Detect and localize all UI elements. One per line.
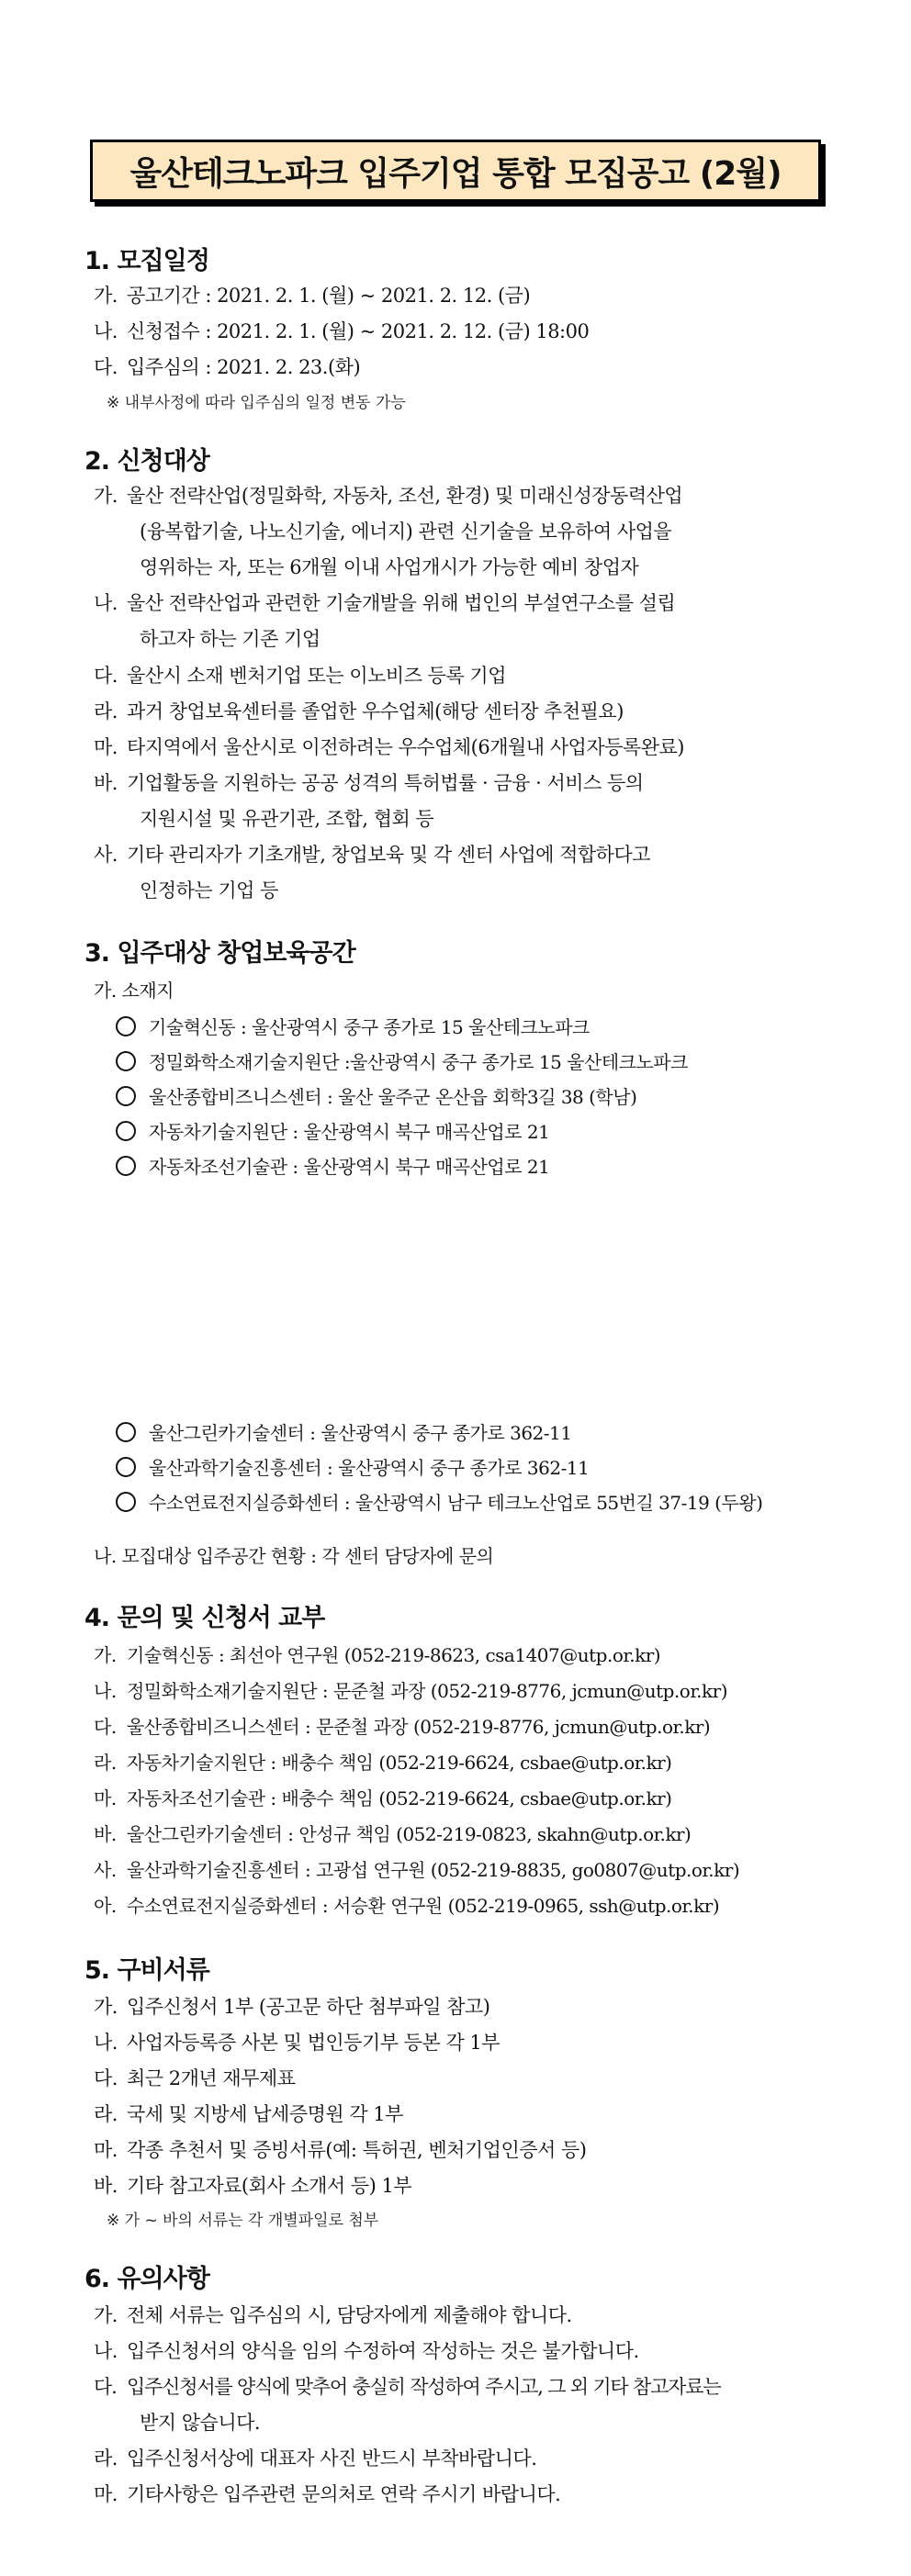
circle-bullet-icon: [116, 1457, 136, 1477]
location-item: 자동차조선기술관 : 울산광역시 북구 매곡산업로 21: [116, 1152, 549, 1179]
list-item: 가. 입주신청서 1부 (공고문 하단 첨부파일 참고): [94, 1996, 490, 2018]
circle-bullet-icon: [116, 1156, 136, 1176]
note: ※ 내부사정에 따라 입주심의 일정 변동 가능: [107, 394, 406, 412]
contact-item: 나. 정밀화학소재기술지원단 : 문준철 과장 (052-219-8776, jcmun@utp.or.kr): [94, 1680, 728, 1702]
list-item: 가. 울산 전략산업(정밀화학, 자동차, 조선, 환경) 및 미래신성장동력산업: [94, 485, 683, 507]
list-item-cont: (융복합기술, 나노신기술, 에너지) 관련 신기술을 보유하여 사업을: [140, 521, 672, 543]
list-item: 나. 사업자등록증 사본 및 법인등기부 등본 각 1부: [94, 2032, 500, 2054]
page-title: 울산테크노파크 입주기업 통합 모집공고 (2월): [129, 154, 782, 193]
list-item: 나. 신청접수 : 2021. 2. 1. (월) ~ 2021. 2. 12. (금) 18:00: [94, 320, 590, 342]
list-item: 가. 공고기간 : 2021. 2. 1. (월) ~ 2021. 2. 12. (금): [94, 285, 531, 307]
title-box: [90, 140, 821, 202]
sub-heading: 나. 모집대상 입주공간 현황 : 각 센터 담당자에 문의: [94, 1545, 494, 1567]
circle-bullet-icon: [116, 1086, 136, 1106]
section-2-heading: 2. 신청대상: [84, 447, 209, 476]
location-item: 울산그린카기술센터 : 울산광역시 중구 종가로 362-11: [116, 1418, 572, 1445]
circle-bullet-icon: [116, 1422, 136, 1442]
section-1-heading: 1. 모집일정: [84, 247, 209, 275]
circle-bullet-icon: [116, 1121, 136, 1141]
list-item: 나. 울산 전략산업과 관련한 기술개발을 위해 법인의 부설연구소를 설립: [94, 592, 676, 614]
location-item: 기술혁신동 : 울산광역시 중구 종가로 15 울산테크노파크: [116, 1013, 590, 1039]
list-item-cont: 하고자 하는 기존 기업: [140, 628, 321, 650]
contact-item: 다. 울산종합비즈니스센터 : 문준철 과장 (052-219-8776, jcmun@utp.or.kr): [94, 1716, 711, 1738]
list-item: 바. 기업활동을 지원하는 공공 성격의 특허법률 · 금융 · 서비스 등의: [94, 772, 644, 794]
location-item: 정밀화학소재기술지원단 :울산광역시 중구 종가로 15 울산테크노파크: [116, 1047, 688, 1074]
list-item: 마. 각종 추천서 및 증빙서류(예: 특허권, 벤처기업인증서 등): [94, 2139, 587, 2161]
contact-item: 사. 울산과학기술진흥센터 : 고광섭 연구원 (052-219-8835, go0807@utp.or.kr): [94, 1859, 740, 1881]
list-item: 마. 기타사항은 입주관련 문의처로 연락 주시기 바랍니다.: [94, 2483, 561, 2505]
list-item: 가. 전체 서류는 입주심의 시, 담당자에게 제출해야 합니다.: [94, 2304, 572, 2326]
contact-item: 라. 자동차기술지원단 : 배충수 책임 (052-219-6624, csbae@utp.or.kr): [94, 1752, 672, 1774]
circle-bullet-icon: [116, 1016, 136, 1036]
section-3-heading: 3. 입주대상 창업보육공간: [84, 939, 355, 968]
contact-item: 바. 울산그린카기술센터 : 안성규 책임 (052-219-0823, skahn@utp.or.kr): [94, 1823, 692, 1845]
section-5-heading: 5. 구비서류: [84, 1956, 209, 1985]
location-item: 울산종합비즈니스센터 : 울산 울주군 온산읍 회학3길 38 (학남): [116, 1082, 636, 1109]
location-item: 울산과학기술진흥센터 : 울산광역시 중구 종가로 362-11: [116, 1453, 589, 1480]
list-item: 다. 입주심의 : 2021. 2. 23.(화): [94, 356, 361, 378]
list-item: 바. 기타 참고자료(회사 소개서 등) 1부: [94, 2175, 412, 2197]
sub-heading: 가. 소재지: [94, 980, 174, 1002]
circle-bullet-icon: [116, 1051, 136, 1071]
contact-item: 마. 자동차조선기술관 : 배충수 책임 (052-219-6624, csbae@utp.or.kr): [94, 1787, 672, 1809]
list-item: 라. 입주신청서상에 대표자 사진 반드시 부착바랍니다.: [94, 2447, 537, 2470]
list-item: 라. 과거 창업보육센터를 졸업한 우수업체(해당 센터장 추천필요): [94, 700, 624, 722]
list-item: 라. 국세 및 지방세 납세증명원 각 1부: [94, 2103, 403, 2125]
section-6-heading: 6. 유의사항: [84, 2265, 209, 2293]
list-item: 나. 입주신청서의 양식을 임의 수정하여 작성하는 것은 불가합니다.: [94, 2340, 639, 2362]
location-item: 수소연료전지실증화센터 : 울산광역시 남구 테크노산업로 55번길 37-19 (두왕): [116, 1488, 762, 1515]
list-item: 마. 타지역에서 울산시로 이전하려는 우수업체(6개월내 사업자등록완료): [94, 736, 684, 758]
section-4-heading: 4. 문의 및 신청서 교부: [84, 1604, 325, 1632]
list-item: 다. 최근 2개년 재무제표: [94, 2067, 296, 2089]
list-item: 다. 울산시 소재 벤처기업 또는 이노비즈 등록 기업: [94, 665, 506, 687]
list-item-cont: 지원시설 및 유관기관, 조합, 협회 등: [140, 808, 434, 830]
list-item: 다. 입주신청서를 양식에 맞추어 충실히 작성하여 주시고, 그 외 기타 참고자료는: [94, 2376, 721, 2398]
blank-area: [110, 1193, 808, 1405]
list-item: 사. 기타 관리자가 기초개발, 창업보육 및 각 센터 사업에 적합하다고: [94, 844, 651, 866]
note: ※ 가 ~ 바의 서류는 각 개별파일로 첨부: [107, 2212, 379, 2230]
list-item-cont: 영위하는 자, 또는 6개월 이내 사업개시가 가능한 예비 창업자: [140, 556, 639, 578]
circle-bullet-icon: [116, 1492, 136, 1512]
contact-item: 아. 수소연료전지실증화센터 : 서승환 연구원 (052-219-0965, ssh@utp.or.kr): [94, 1895, 720, 1917]
list-item-cont: 인정하는 기업 등: [140, 879, 278, 902]
location-item: 자동차기술지원단 : 울산광역시 북구 매곡산업로 21: [116, 1117, 549, 1144]
contact-item: 가. 기술혁신동 : 최선아 연구원 (052-219-8623, csa1407@utp.or.kr): [94, 1644, 661, 1666]
list-item-cont: 받지 않습니다.: [140, 2412, 261, 2434]
